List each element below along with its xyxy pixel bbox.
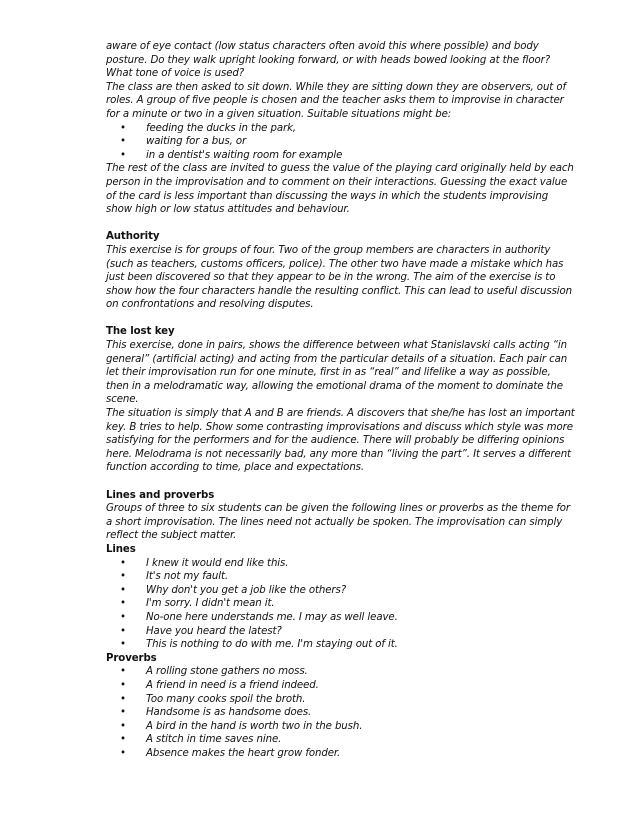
lines-heading: Lines [106,543,136,555]
document-page [106,40,576,760]
bullet-icon: • [120,707,126,719]
list-item: • Absence makes the heart grow fonder. [120,747,341,759]
list-item: • Too many cooks spoil the broth. [120,693,306,705]
bullet-icon: • [120,557,126,569]
list-item: • I'm sorry. I didn't mean it. [120,598,275,610]
bullet-icon: • [120,693,126,705]
list-item: • A friend in need is a friend indeed. [120,679,319,691]
bullet-icon: • [120,584,126,596]
proverbs-list [106,665,576,760]
list-item: • This is nothing to do with me. I'm staying out of it. [120,639,398,651]
lost-key-heading: The lost key [106,326,175,338]
bullet-icon: • [120,679,126,691]
authority-body: This exercise is for groups of four. Two of the group members are characters in authority (such as teachers, customs officers, police). The other two have made a mistake which has just been discovered so that they appear to be in the wrong. The aim of the exercise is to show how the four characters handle the resulting conflict. This can lead to useful discussion on confrontations and resolving disputes. [106,244,573,311]
list-item: • A stitch in time saves nine. [120,734,282,746]
intro-paragraph-2: The class are then asked to sit down. While they are sitting down they are observers, out of roles. A group of five people is chosen and the teacher asks them to improvise in character for a minute or two in a given situation. Suitable situations might be: [106,81,566,120]
list-item: • Why don't you get a job like the others? [120,584,347,596]
bullet-icon: • [120,598,126,610]
list-item: • It's not my fault. [120,571,229,583]
bullet-icon: • [120,625,126,637]
list-item: • A rolling stone gathers no moss. [120,666,308,678]
lines-list [106,557,576,652]
intro-paragraph-1: aware of eye contact (low status characters often avoid this where possible) and body posture. Do they walk upright looking forward, or with heads bowed looking at the floor? What tone of voice is used? [106,41,551,80]
list-item: • Have you heard the latest? [120,625,282,637]
bullet-icon: • [120,639,126,651]
list-item: • in a dentist's waiting room for example [120,149,343,161]
lost-key-paragraph-1: This exercise, done in pairs, shows the difference between what Stanislavski calls acting “in general” (artificial acting) and acting from the particular details of a situation. Each pair can let their improvisation run for one minute, first in as “real” and lifelike a way as possible, then in a melodramatic way, allowing the emotional drama of the moment to dominate the scene. [106,340,568,406]
list-item: • I knew it would end like this. [120,557,289,569]
bullet-icon: • [120,666,126,678]
bullet-icon: • [120,571,126,583]
situations-list [106,122,576,163]
lines-proverbs-heading: Lines and proverbs [106,489,215,501]
bullet-icon: • [120,720,126,732]
lines-proverbs-body: Groups of three to six students can be given the following lines or proverbs as the theme for a short improvisation. The lines need not actually be spoken. The improvisation can simply reflect the subject matter. [106,503,570,542]
list-item: • Handsome is as handsome does. [120,707,312,719]
authority-heading: Authority [106,231,160,243]
bullet-icon: • [120,747,126,759]
bullet-icon: • [120,734,126,746]
lost-key-paragraph-2: The situation is simply that A and B are friends. A discovers that she/he has lost an important key. B tries to help. Show some contrasting improvisations and discuss which style was more satisfying for the performers and for the audience. There will probably be differing opinions here. Melodrama is not necessarily bad, any more than “living the part”. It serves a different function according to time, place and expectations. [106,408,575,474]
list-item: • A bird in the hand is worth two in the bush. [120,720,363,732]
bullet-icon: • [120,149,126,161]
list-item: • No-one here understands me. I may as well leave. [120,611,398,623]
proverbs-heading: Proverbs [106,652,157,664]
list-item: • waiting for a bus, or [120,136,247,148]
bullet-icon: • [120,122,126,134]
bullet-icon: • [120,136,126,148]
intro-paragraph-3: The rest of the class are invited to guess the value of the playing card originally held by each person in the improvisation and to comment on their interactions. Guessing the exact value of the card is less important than discussing the ways in which the students improvising show high or low status attitudes and behaviour. [106,163,574,216]
list-item: • feeding the ducks in the park, [120,122,297,134]
bullet-icon: • [120,611,126,623]
